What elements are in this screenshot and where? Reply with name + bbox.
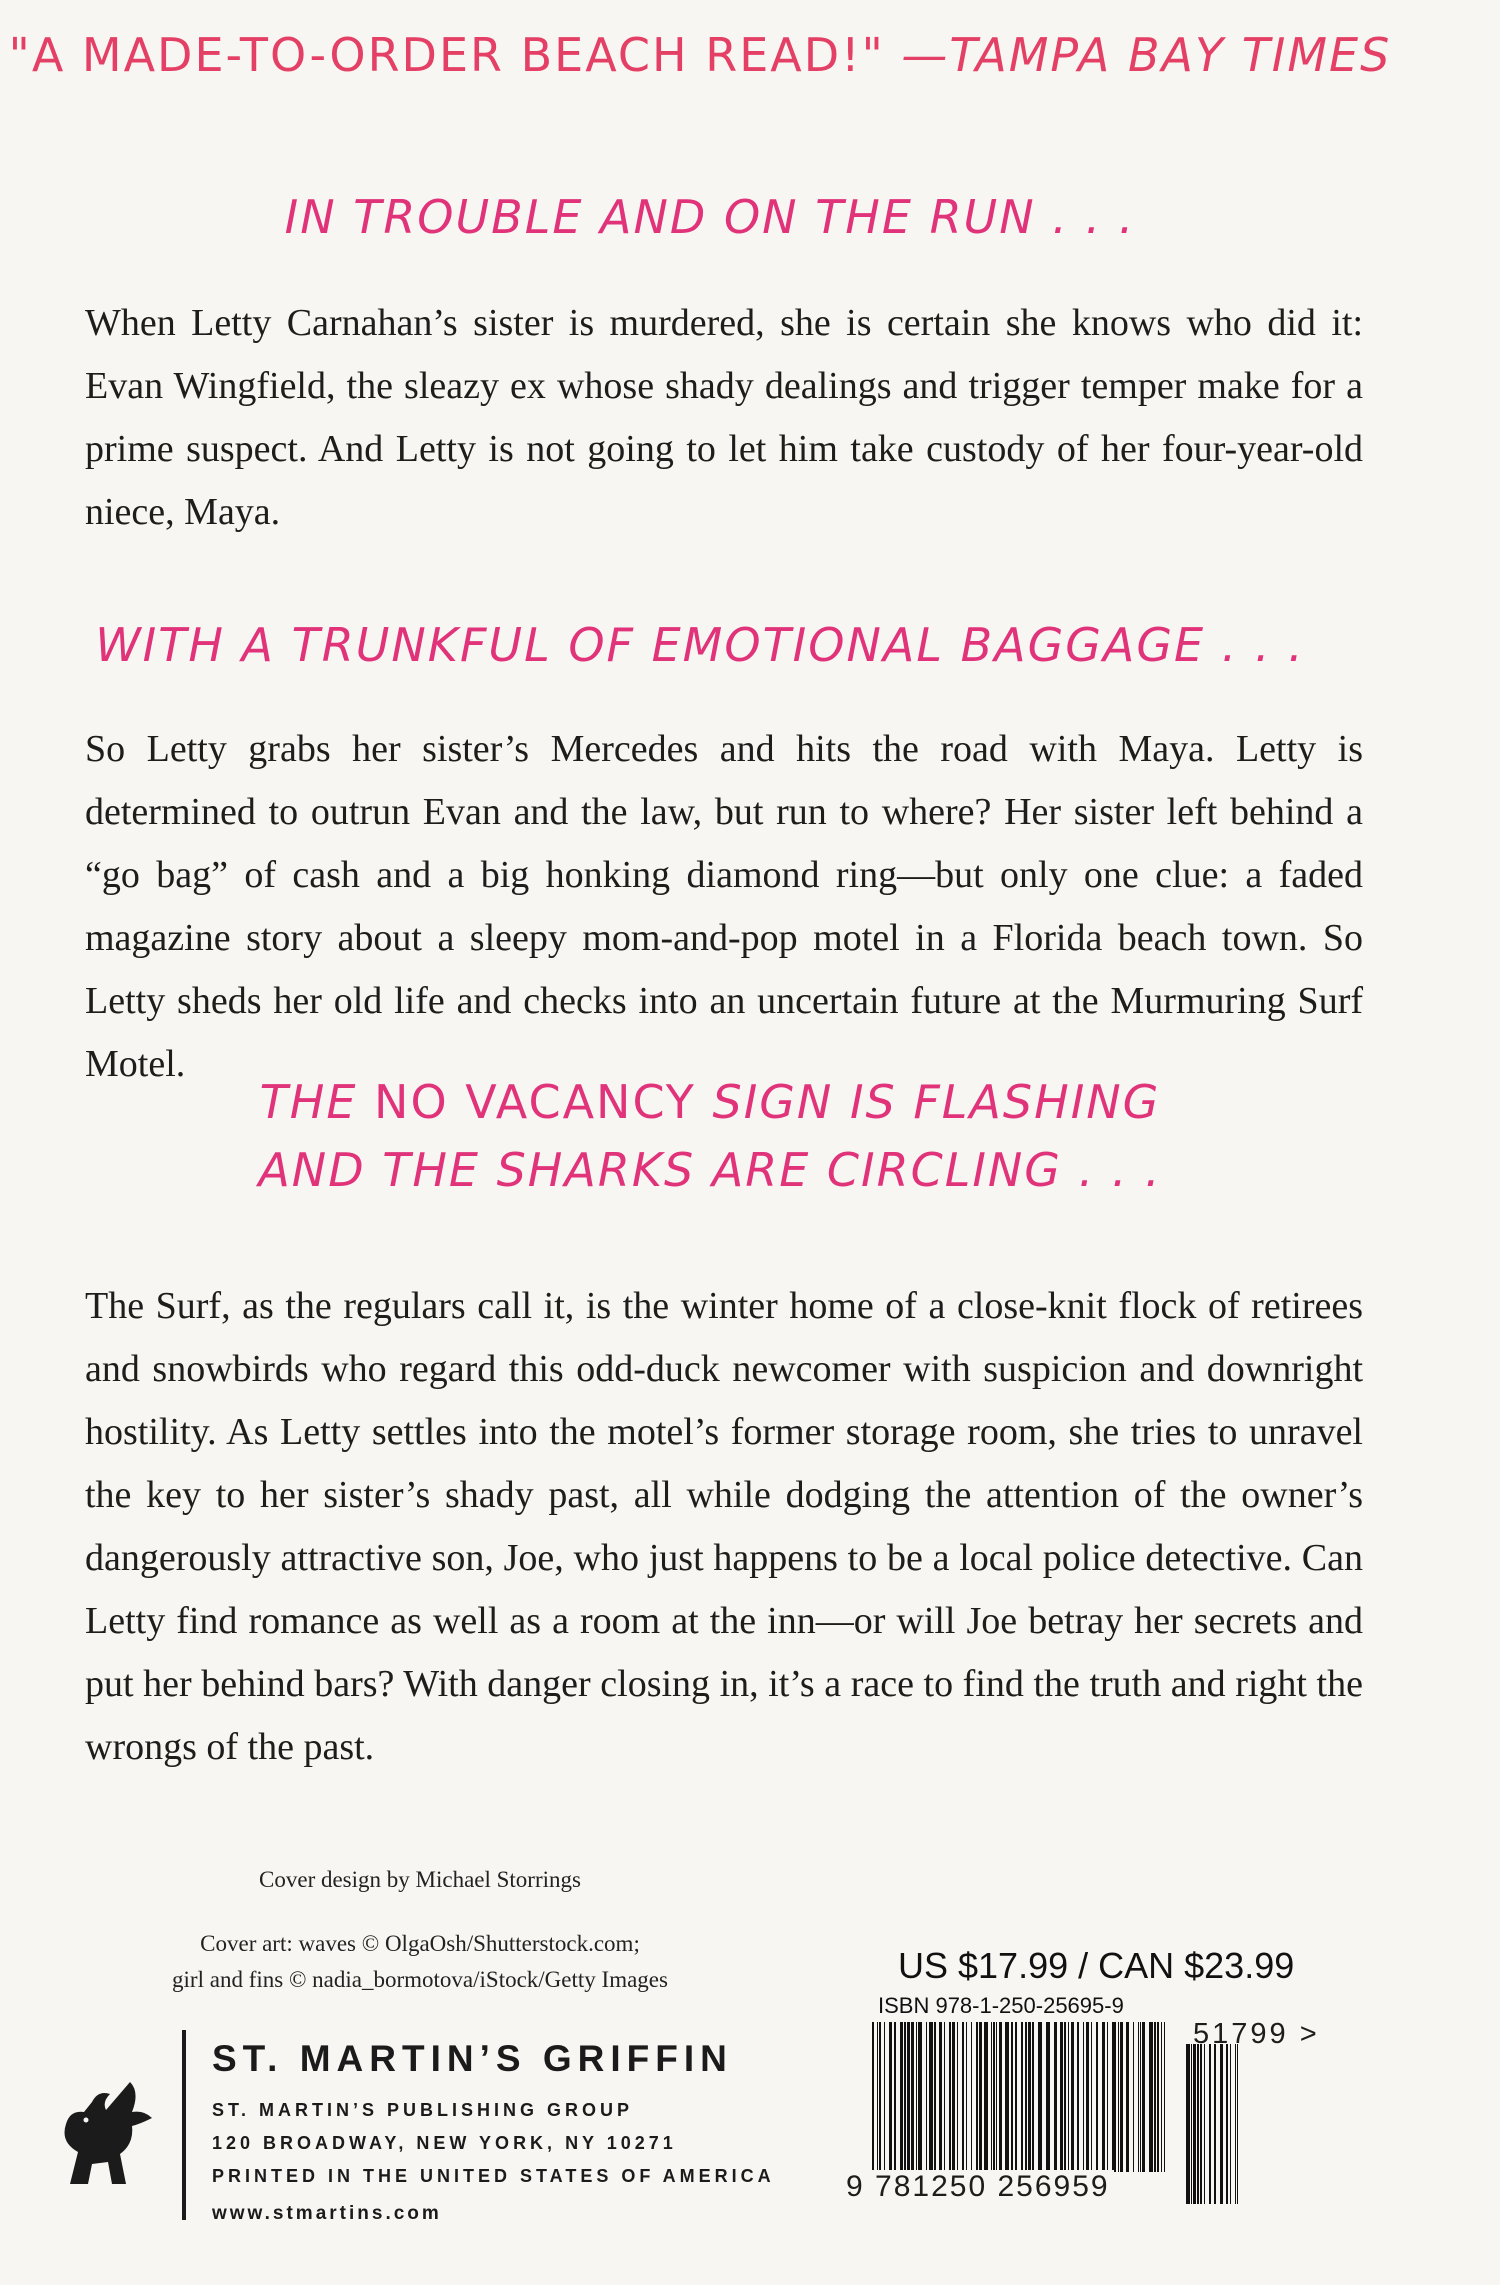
paragraph-road: So Letty grabs her sister’s Mercedes and hits the road with Maya. Letty is determined to outrun Evan and the law, but run to where? Her sister left behind a “go bag” of cash and a big honking diamond ring—but only one clue: a faded magazine story about a sleepy mom-and-pop motel in a Florida beach town. So Letty sheds her old life and checks into an uncertain future at the Murmuring Surf Motel. bbox=[85, 728, 1363, 1085]
paragraph-surf: The Surf, as the regulars call it, is the winter home of a close-knit flock of retirees and snowbirds who regard this odd-duck newcomer with suspicion and downright hostility. As Letty settles into the motel’s former storage room, she tries to unravel the key to her sister’s shady past, all while dodging the attention of the owner’s dangerously attractive son, Joe, who just happens to be a local police detective. Can Letty find romance as well as a room at the inn—or will Joe betray her secrets and put her behind bars? With danger closing in, it’s a race to find the truth and right the wrongs of the past. bbox=[85, 1285, 1363, 1768]
publisher-block bbox=[212, 2038, 775, 2225]
heading-trouble: IN TROUBLE AND ON THE RUN . . . bbox=[284, 190, 1136, 244]
isbn-label: ISBN 978-1-250-25695-9 bbox=[878, 1993, 1124, 2018]
griffin-logo-icon bbox=[40, 2072, 160, 2192]
quote-text: "A MADE-TO-ORDER BEACH READ!" bbox=[8, 28, 885, 82]
heading-baggage: WITH A TRUNKFUL OF EMOTIONAL BAGGAGE . . . bbox=[95, 618, 1305, 672]
quote-source: —TAMPA BAY TIMES bbox=[901, 28, 1392, 82]
publisher-address: 120 BROADWAY, NEW YORK, NY 10271 bbox=[212, 2133, 677, 2153]
price-label: US $17.99 / CAN $23.99 bbox=[898, 1945, 1295, 1986]
cover-design-credit: Cover design by Michael Storrings bbox=[259, 1867, 581, 1892]
paragraph-intro: When Letty Carnahan’s sister is murdered, she is certain she knows who did it: Evan Wingfield, the sleazy ex whose shady dealings and trigger temper make for a prime suspect. And Letty is not going to let him take custody of her four-year-old niece, Maya. bbox=[85, 302, 1363, 533]
barcode-addon: 51799 > bbox=[1193, 2018, 1320, 2050]
publisher-name: ST. MARTIN’S GRIFFIN bbox=[212, 2038, 733, 2079]
publisher-url: www.stmartins.com bbox=[212, 2203, 442, 2224]
cover-quote bbox=[0, 28, 1400, 82]
publisher-divider bbox=[182, 2030, 186, 2220]
cover-art-credit: Cover art: waves © OlgaOsh/Shutterstock.com; girl and fins © nadia_bormotova/iStock/Getty Images bbox=[172, 1931, 668, 1992]
publisher-group: ST. MARTIN’S PUBLISHING GROUP bbox=[212, 2100, 634, 2120]
no-vacancy-sign: NO VACANCY bbox=[374, 1075, 696, 1129]
printed-in: PRINTED IN THE UNITED STATES OF AMERICA bbox=[212, 2166, 775, 2186]
heading-vacancy: THE NO VACANCY SIGN IS FLASHING AND THE SHARKS ARE CIRCLING . . . bbox=[258, 1075, 1162, 1197]
barcode-number: 9 781250 256959 bbox=[842, 2170, 1114, 2204]
